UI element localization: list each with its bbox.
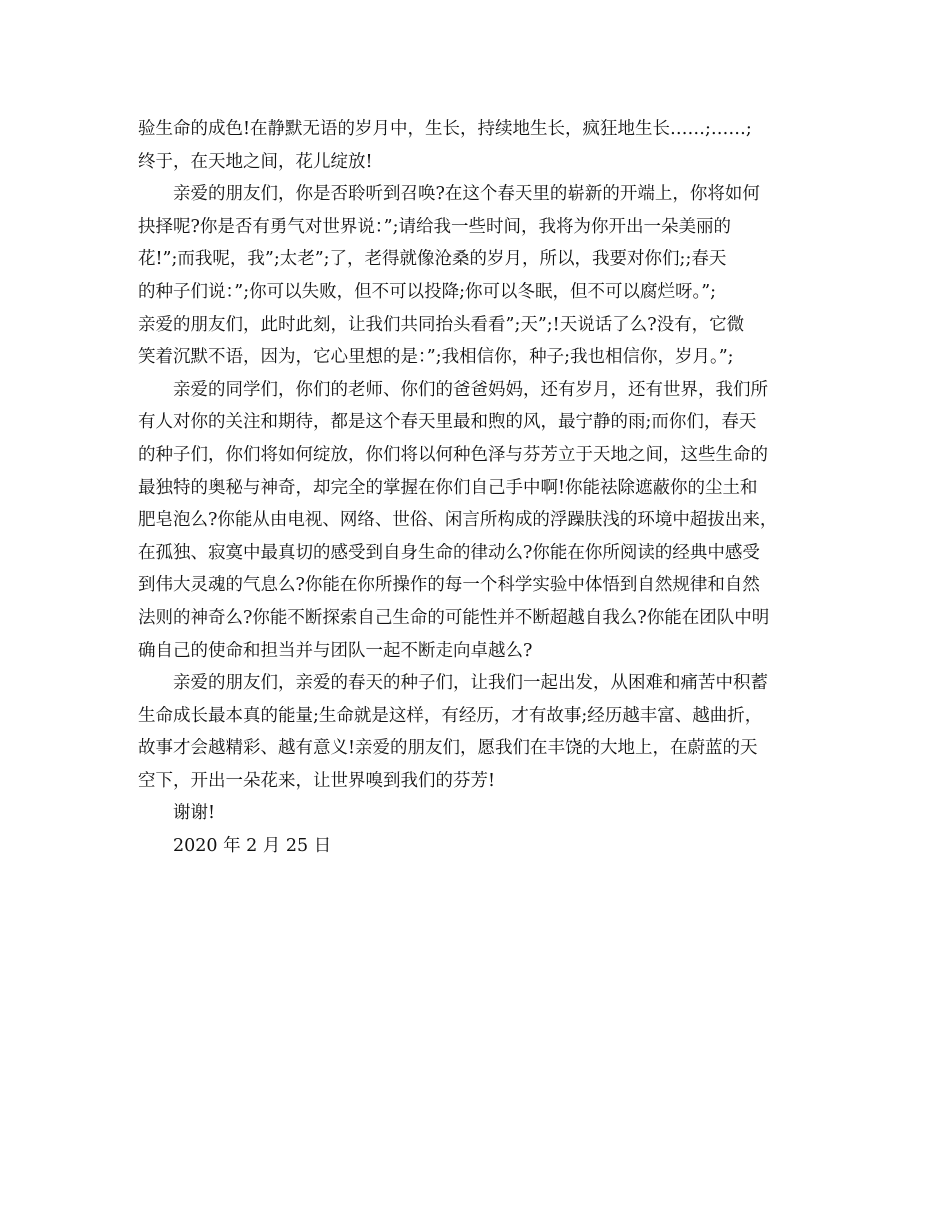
text-line: 到伟大灵魂的气息么?你能在你所操作的每一个科学实验中体悟到自然规律和自然 — [138, 575, 760, 596]
text-line: 亲爱的朋友们，亲爱的春天的种子们，让我们一起出发，从困难和痛苦中积蓄 — [173, 673, 768, 694]
text-line: 验生命的成色!在静默无语的岁月中，生长，持续地生长，疯狂地生长……;……; — [138, 119, 752, 139]
text-line: 谢谢! — [173, 803, 216, 824]
text-line: 确自己的使命和担当并与团队一起不断走向卓越么? — [138, 640, 533, 661]
text-line: 花!”;而我呢，我”;太老”;了，老得就像沧桑的岁月，所以，我要对你们;;春天 — [138, 249, 727, 270]
text-line: 2020 年 2 月 25 日 — [173, 836, 332, 857]
text-line: 亲爱的同学们，你们的老师、你们的爸爸妈妈，还有岁月，还有世界，我们所 — [173, 379, 768, 400]
text-line: 的种子们说：”;你可以失败，但不可以投降;你可以冬眠，但不可以腐烂呀。”; — [138, 281, 717, 302]
text-line: 故事才会越精彩、越有意义!亲爱的朋友们，愿我们在丰饶的大地上，在蔚蓝的天 — [138, 738, 758, 759]
text-line: 亲爱的朋友们，此时此刻，让我们共同抬头看看”;天”;!天说话了么?没有，它微 — [138, 314, 745, 335]
text-line: 抉择呢?你是否有勇气对世界说：”;请给我一些时间，我将为你开出一朵美丽的 — [138, 216, 731, 237]
text-line: 空下，开出一朵花来，让世界嗅到我们的芬芳! — [138, 770, 496, 791]
text-line: 终于，在天地之间，花儿绽放! — [138, 151, 373, 172]
document-body — [138, 113, 828, 863]
text-line: 笑着沉默不语，因为，它心里想的是：”;我相信你，种子;我也相信你，岁月。”; — [138, 347, 734, 368]
text-line: 亲爱的朋友们，你是否聆听到召唤?在这个春天里的崭新的开端上，你将如何 — [173, 184, 760, 205]
text-line: 的种子们，你们将如何绽放，你们将以何种色泽与芬芳立于天地之间，这些生命的 — [138, 444, 768, 465]
text-line: 最独特的奥秘与神奇，却完全的掌握在你们自己手中啊!你能祛除遮蔽你的尘土和 — [138, 477, 758, 498]
text-line: 法则的神奇么?你能不断探索自己生命的可能性并不断超越自我么?你能在团队中明 — [138, 607, 770, 628]
text-line: 生命成长最本真的能量;生命就是这样，有经历，才有故事;经历越丰富、越曲折， — [138, 705, 763, 726]
text-line: 在孤独、寂寞中最真切的感受到自身生命的律动么?你能在你所阅读的经典中感受 — [138, 542, 760, 563]
text-line: 有人对你的关注和期待，都是这个春天里最和煦的风，最宁静的雨;而你们，春天 — [138, 412, 757, 433]
text-line: 肥皂泡么?你能从由电视、网络、世俗、闲言所构成的浮躁肤浅的环境中超拔出来， — [138, 510, 778, 531]
